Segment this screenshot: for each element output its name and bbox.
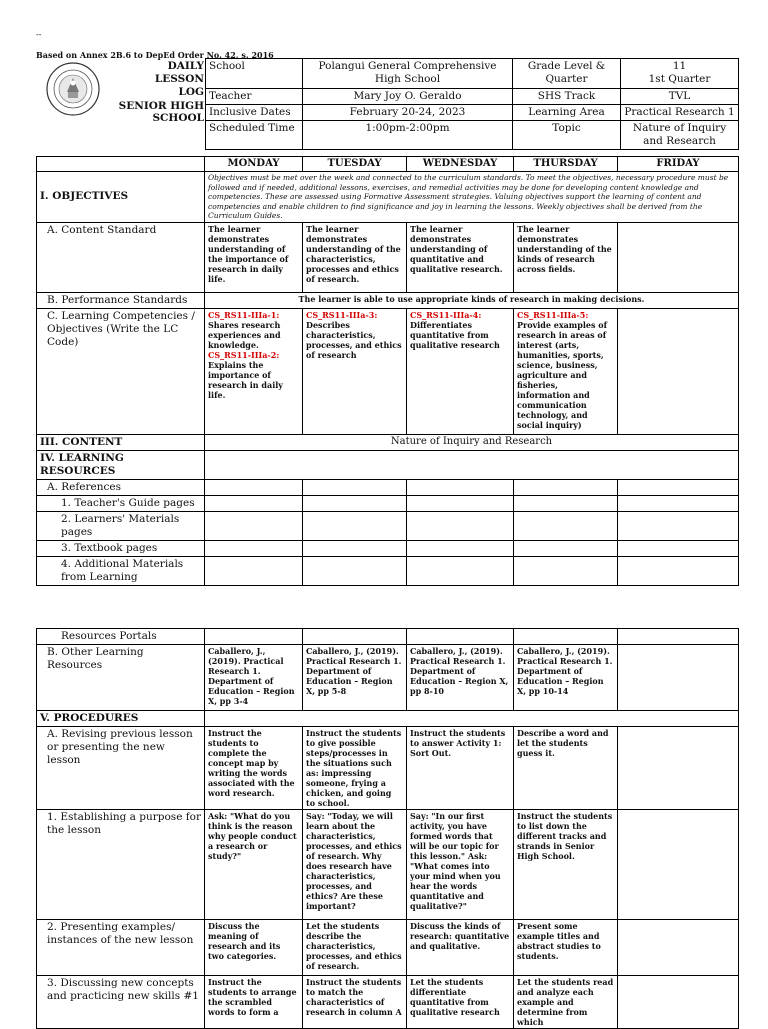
track-value: TVL [621,89,739,105]
cell [303,629,407,645]
cell [205,511,303,540]
procedure-3-label: 3. Discussing new concepts and practicing new skills #1 [37,976,205,1029]
day-friday: FRIDAY [618,157,739,172]
teachers-guide-label: 1. Teacher's Guide pages [37,495,205,511]
textbook-pages-label: 3. Textbook pages [37,540,205,556]
cell [205,540,303,556]
additional-materials-label: 4. Additional Materials from Learning [37,556,205,585]
procedures-blank [205,711,739,727]
cell [514,540,618,556]
procedure-1-mon: Ask: "What do you think is the reason why people conduct a research or study?" [205,810,303,920]
procedure-a-wed: Instruct the students to answer Activity 1: Sort Out. [407,727,514,810]
topic-value: Nature of Inquiry and Research [621,121,739,150]
cell [514,629,618,645]
cell [303,540,407,556]
header-info-table [205,58,739,150]
procedure-1-tue: Say: "Today, we will learn about the characteristics, processes, and ethics of research. Why does research have characteristics, processes, and ethics? Are these important? [303,810,407,920]
cell [407,479,514,495]
competency-mon-code1: CS_RS11-IIIa-1: [208,309,280,320]
content-standard-tue: The learner demonstrates understanding of the characteristics, processes and ethics of research. [303,222,407,292]
performance-standard-label: B. Performance Standards [37,292,205,308]
competency-tue [303,308,407,434]
procedure-a-label: A. Revising previous lesson or presenting the new lesson [37,727,205,810]
day-tuesday: TUESDAY [303,157,407,172]
cell [407,511,514,540]
dll-title-daily: DAILY [167,60,204,72]
grade-value [621,59,739,89]
procedure-a-mon: Instruct the students to complete the concept map by writing the words associated with the word research. [205,727,303,810]
dll-title [104,60,204,99]
teacher-value: Mary Joy O. Geraldo [303,89,513,105]
dates-value: February 20-24, 2023 [303,105,513,121]
cell [407,495,514,511]
procedure-3-tue: Instruct the students to match the characteristics of research in column A [303,976,407,1029]
other-resources-tue: Caballero, J., (2019). Practical Research 1. Department of Education – Region X, pp 5-8 [303,645,407,711]
procedure-2-label: 2. Presenting examples/ instances of the new lesson [37,920,205,976]
blank-corner [37,157,205,172]
dll-title-log: LOG [178,86,204,98]
learners-materials-label: 2. Learners' Materials pages [37,511,205,540]
procedure-3-wed: Let the students differentiate quantitative from qualitative research [407,976,514,1029]
competency-tue-code: CS_RS11-IIIa-3: [306,309,378,320]
cell [514,511,618,540]
content-standard-fri [618,222,739,292]
competencies-label: C. Learning Competencies / Objectives (Write the LC Code) [37,308,205,434]
time-value: 1:00pm-2:00pm [303,121,513,150]
cell [618,479,739,495]
cell [618,495,739,511]
cell [407,540,514,556]
content-standard-label: A. Content Standard [37,222,205,292]
topic-label: Topic [513,121,621,150]
school-value: Polangui General Comprehensive High School [303,59,513,89]
cell [618,540,739,556]
dll-title-lesson: LESSON [154,73,204,85]
other-resources-mon: Caballero, J., (2019). Practical Research 1. Department of Education – Region X, pp 3-4 [205,645,303,711]
procedure-2-thu: Present some example titles and abstract studies to students. [514,920,618,976]
other-resources-fri [618,645,739,711]
learning-resources-label: IV. LEARNING RESOURCES [37,450,205,479]
performance-standard-text: The learner is able to use appropriate kinds of research in making decisions. [205,292,739,308]
references-label: A. References [37,479,205,495]
quarter-value: 1st Quarter [648,73,711,85]
content-standard-mon: The learner demonstrates understanding of the importance of research in daily life. [205,222,303,292]
teacher-label: Teacher [206,89,303,105]
learning-resources-blank [205,450,739,479]
dash-mark: -- [36,30,42,39]
competency-wed-text: Differentiates quantitative from qualitative research [410,319,500,350]
day-wednesday: WEDNESDAY [407,157,514,172]
content-standard-thu: The learner demonstrates understanding of the kinds of research across fields. [514,222,618,292]
cell [205,479,303,495]
main-table-part2 [36,628,739,1029]
school-label: School [206,59,303,89]
procedure-1-fri [618,810,739,920]
track-label: SHS Track [513,89,621,105]
procedure-2-fri [618,920,739,976]
cell [303,556,407,585]
competency-fri [618,308,739,434]
time-label: Scheduled Time [206,121,303,150]
procedure-3-mon: Instruct the students to arrange the scrambled words to form a [205,976,303,1029]
annex-note: Based on Annex 2B.6 to DepEd Order No. 42, s. 2016 [36,50,274,60]
other-resources-thu: Caballero, J., (2019). Practical Research 1. Department of Education – Region X, pp 10-14 [514,645,618,711]
competency-mon [205,308,303,434]
dates-label: Inclusive Dates [206,105,303,121]
cell [618,629,739,645]
cell [407,556,514,585]
procedure-3-fri [618,976,739,1029]
competency-mon-text2: Explains the importance of research in daily life. [208,359,283,400]
procedure-1-wed: Say: "In our first activity, you have formed words that will be our topic for this lesson." Ask: "What comes into your mind when you hear the words quantitative and qualitative?" [407,810,514,920]
cell [205,556,303,585]
grade-number: 11 [672,60,687,72]
competency-mon-text1: Shares research experiences and knowledge. [208,319,281,350]
other-resources-label: B. Other Learning Resources [37,645,205,711]
competency-thu [514,308,618,434]
competency-thu-code: CS_RS11-IIIa-5: [517,309,589,320]
cell [618,556,739,585]
resources-portals-label: Resources Portals [37,629,205,645]
procedure-2-wed: Discuss the kinds of research: quantitative and qualitative. [407,920,514,976]
cell [303,479,407,495]
cell [303,511,407,540]
cell [514,479,618,495]
cell [618,511,739,540]
competency-mon-code2: CS_RS11-IIIa-2: [208,349,280,360]
day-monday: MONDAY [205,157,303,172]
procedure-2-mon: Discuss the meaning of research and its two categories. [205,920,303,976]
main-table-part1 [36,156,739,586]
objectives-label: I. OBJECTIVES [37,172,205,223]
area-label: Learning Area [513,105,621,121]
procedures-label: V. PROCEDURES [37,711,205,727]
procedure-a-tue: Instruct the students to give possible steps/processes in the situations such as: impressing someone, frying a chicken, and going to school. [303,727,407,810]
content-standard-wed: The learner demonstrates understanding of quantitative and qualitative research. [407,222,514,292]
cell [205,629,303,645]
objectives-note: Objectives must be met over the week and connected to the curriculum standards. To meet the objectives, necessary procedure must be followed and if needed, additional lessons, exercises, and remedial activities may be done for developing content knowledge and competencies. These are assessed using Formative Assessment strategies. Valuing objectives support the learning of content and competencies and enable children to find significance and joy in learning the lessons. Weekly objectives shall be derived from the Curriculum Guides. [205,172,739,223]
cell [303,495,407,511]
cell [205,495,303,511]
content-value: Nature of Inquiry and Research [205,434,739,450]
content-label: III. CONTENT [37,434,205,450]
procedure-1-label: 1. Establishing a purpose for the lesson [37,810,205,920]
day-thursday: THURSDAY [514,157,618,172]
procedure-2-tue: Let the students describe the characteristics, processes, and ethics of research. [303,920,407,976]
cell [407,629,514,645]
grade-label: Grade Level & Quarter [513,59,621,89]
competency-wed [407,308,514,434]
cell [514,495,618,511]
area-value: Practical Research 1 [621,105,739,121]
cell [514,556,618,585]
other-resources-wed: Caballero, J., (2019). Practical Research 1. Department of Education – Region X, pp 8-10 [407,645,514,711]
competency-wed-code: CS_RS11-IIIa-4: [410,309,482,320]
competency-thu-text: Provide examples of research in areas of interest (arts, humanities, sports, science, business, agriculture and fisheries, information and communication technology, and social inquiry) [517,319,608,430]
procedure-a-fri [618,727,739,810]
shs-label: SENIOR HIGH SCHOOL [118,100,204,124]
procedure-a-thu: Describe a word and let the students guess it. [514,727,618,810]
competency-tue-text: Describes characteristics, processes, and ethics of research [306,319,402,360]
procedure-3-thu: Let the students read and analyze each example and determine from which [514,976,618,1029]
procedure-1-thu: Instruct the students to list down the different tracks and strands in Senior High School. [514,810,618,920]
